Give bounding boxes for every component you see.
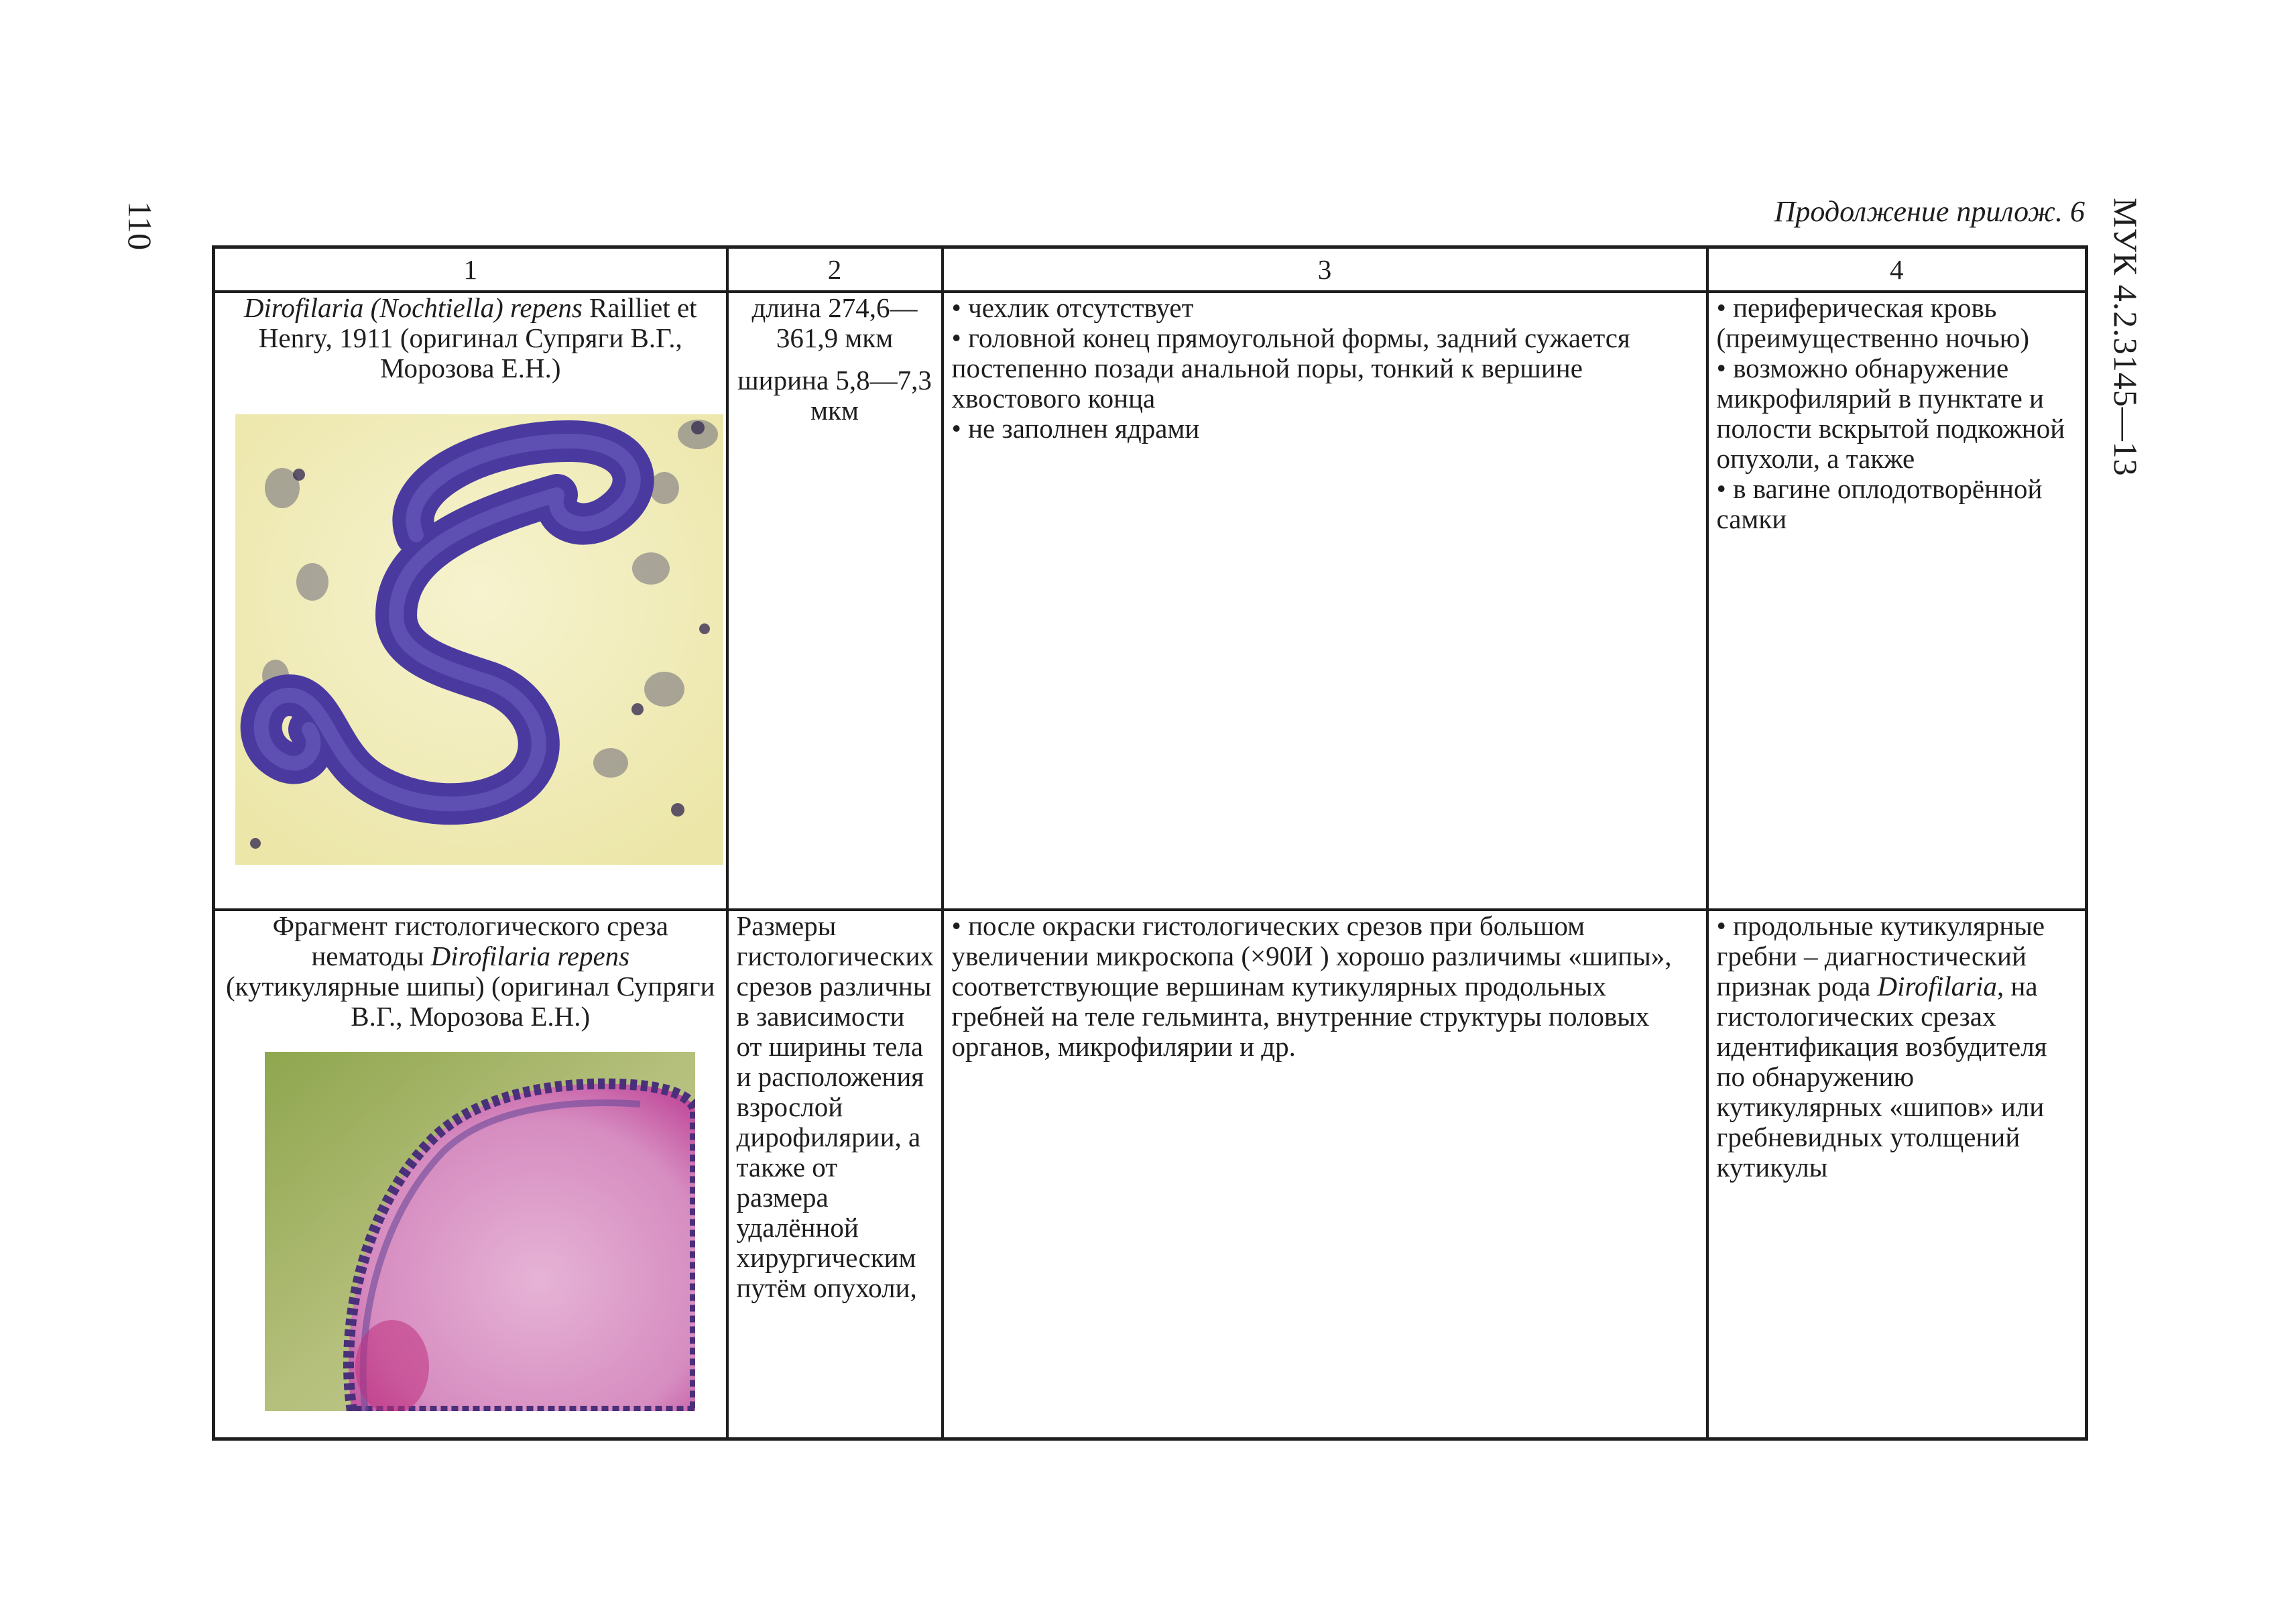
- column-header-4: 4: [1707, 247, 2087, 292]
- column-header-2: 2: [727, 247, 943, 292]
- table-row-microfilaria: [214, 292, 2087, 910]
- histology-size-cell: Размеры гистологических срезов различны в зависимости от ширины тела и расположения взрослой дирофилярии, а также от размера удалённой хирургическим путём опухоли,: [727, 910, 943, 1439]
- histology-morphology-cell: [943, 910, 1707, 1439]
- species-cell: [214, 292, 727, 910]
- detection-item: • в вагине оплодотворённой самки: [1716, 473, 2043, 534]
- caption-prefix: Фрагмент гистологического среза нематоды: [272, 910, 668, 971]
- histology-diagnosis-cell: [1707, 910, 2087, 1439]
- page-number: 110: [121, 201, 159, 251]
- column-header-3: 3: [943, 247, 1707, 292]
- taxon-name: Dirofilaria repens: [430, 941, 630, 971]
- length-measure: длина 274,6—361,9 мкм: [751, 292, 918, 353]
- diagnosis-prefix: • продольные кутикулярные гребни – диагностический признак рода: [1716, 910, 2045, 1002]
- morphology-item: • головной конец прямоугольной формы, задний сужается постепенно позади анальной поры, тонкий к вершине хвостового конца: [951, 322, 1630, 414]
- table-header-row: [214, 247, 2087, 292]
- histology-caption-cell: [214, 910, 727, 1439]
- morphology-item: • не заполнен ядрами: [951, 413, 1200, 444]
- morphology-item: • после окраски гистологических срезов при большом увеличении микроскопа (×90И ) хорошо различимы «шипы», соответствующие вершинам кутикулярных продольных гребней на теле гельминта, внутренние структуры половых органов, микрофилярии и др.: [951, 910, 1672, 1062]
- histology-photo: [265, 1052, 695, 1411]
- caption-suffix: (кутикулярные шипы) (оригинал Супряги В.Г., Морозова Е.Н.): [226, 971, 715, 1032]
- width-measure: ширина 5,8—7,3 мкм: [737, 365, 932, 426]
- appendix-table: [212, 245, 2088, 1441]
- continuation-label: Продолжение прилож. 6: [1774, 195, 2085, 228]
- morphology-item: • чехлик отсутствует: [951, 292, 1194, 323]
- taxon-name: Dirofilaria (Nochtiella) repens: [243, 292, 583, 323]
- detection-item: • возможно обнаружение микрофилярий в пунктате и полости вскрытой подкожной опухоли, а также: [1716, 353, 2065, 474]
- genus-name: Dirofilaria: [1877, 971, 1997, 1002]
- taxon-author-source: Railliet et Henry, 1911 (оригинал Супряги В.Г., Морозова Е.Н.): [258, 292, 697, 383]
- detection-cell: [1707, 292, 2087, 910]
- microfilaria-photo: [235, 414, 723, 865]
- table-row-histology: [214, 910, 2087, 1439]
- size-cell: [727, 292, 943, 910]
- morphology-cell: [943, 292, 1707, 910]
- document-code: МУК 4.2.3145—13: [2107, 198, 2144, 477]
- diagnosis-suffix: , на гистологических срезах идентификация возбудителя по обнаружению кутикулярных «шипов» или гребневидных утолщений кутикулы: [1716, 971, 2047, 1183]
- detection-item: • периферическая кровь (преимущественно ночью): [1716, 292, 2030, 353]
- column-header-1: 1: [214, 247, 727, 292]
